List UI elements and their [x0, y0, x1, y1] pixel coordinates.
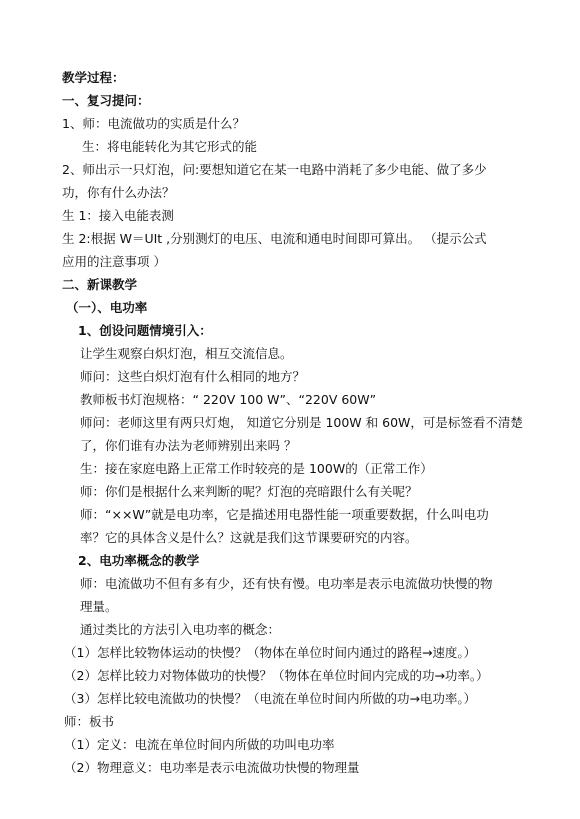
text-line: 师问：这些白炽灯泡有什么相同的地方？ [80, 369, 306, 384]
text-line: 师问：老师这里有两只灯炮， 知道它分别是 100W 和 60W，可是标签看不清楚 [80, 415, 523, 430]
text-line: 通过类比的方法引入电功率的概念： [80, 622, 281, 637]
text-line: 师：“××W”就是电功率，它是描述用电器性能一项重要数据，什么叫电功 [80, 507, 489, 522]
text-line: 师：电流做功不但有多有少，还有快有慢。电功率是表示电流做功快慢的物 [80, 576, 493, 591]
subsection-heading: （一）、电功率 [66, 300, 148, 315]
text-line: 生 2:根据 W＝UIt ,分别测灯的电压、电流和通电时间即可算出。 （提示公式 [62, 231, 487, 246]
section-heading: 二、新课教学 [62, 277, 138, 292]
list-item: （2）怎样比较力对物体做功的快慢？（物体在单位时间内完成的功→功率。） [64, 668, 489, 683]
text-line: 让学生观察白炽灯泡，相互交流信息。 [80, 346, 293, 361]
text-line: 生 1：接入电能表测 [62, 208, 174, 223]
text-line: 2、师出示一只灯泡，问:要想知道它在某一电路中消耗了多少电能、做了多少 [62, 162, 487, 177]
text-line: 应用的注意事项 ） [62, 254, 166, 269]
list-item: （1）定义：电流在单位时间内所做的功叫电功率 [64, 737, 335, 752]
text-line: 功，你有什么办法？ [62, 185, 175, 200]
list-item: （3）怎样比较电流做功的快慢？（电流在单位时间内所做的功→电功率。） [64, 691, 477, 706]
text-line: 理量。 [80, 599, 118, 614]
subsection-heading: 2、电功率概念的教学 [78, 553, 200, 568]
text-line: 率？它的具体含义是什么？这就是我们这节课要研究的内容。 [80, 530, 418, 545]
text-line: 了，你们谁有办法为老师辨别出来吗 ？ [80, 438, 297, 453]
text-line: 师：你们是根据什么来判断的呢？灯泡的亮暗跟什么有关呢？ [80, 484, 418, 499]
text-line: 1、师：电流做功的实质是什么？ [62, 116, 245, 131]
section-heading: 教学过程： [62, 70, 125, 85]
text-line: 师：板书 [64, 714, 115, 729]
section-heading: 一、复习提问： [62, 93, 150, 108]
text-line: 生：接在家庭电路上正常工作时较亮的是 100W的（正常工作） [80, 461, 433, 476]
subsection-heading: 1、创设问题情境引入： [78, 323, 212, 338]
list-item: （2）物理意义：电功率是表示电流做功快慢的物理量 [64, 760, 360, 775]
text-line: 教师板书灯泡规格：“ 220V 100 W”、“220V 60W” [80, 392, 377, 407]
list-item: （1）怎样比较物体运动的快慢？（物体在单位时间内通过的路程→速度。） [64, 645, 477, 660]
text-line: 生：将电能转化为其它形式的能 [82, 139, 258, 154]
